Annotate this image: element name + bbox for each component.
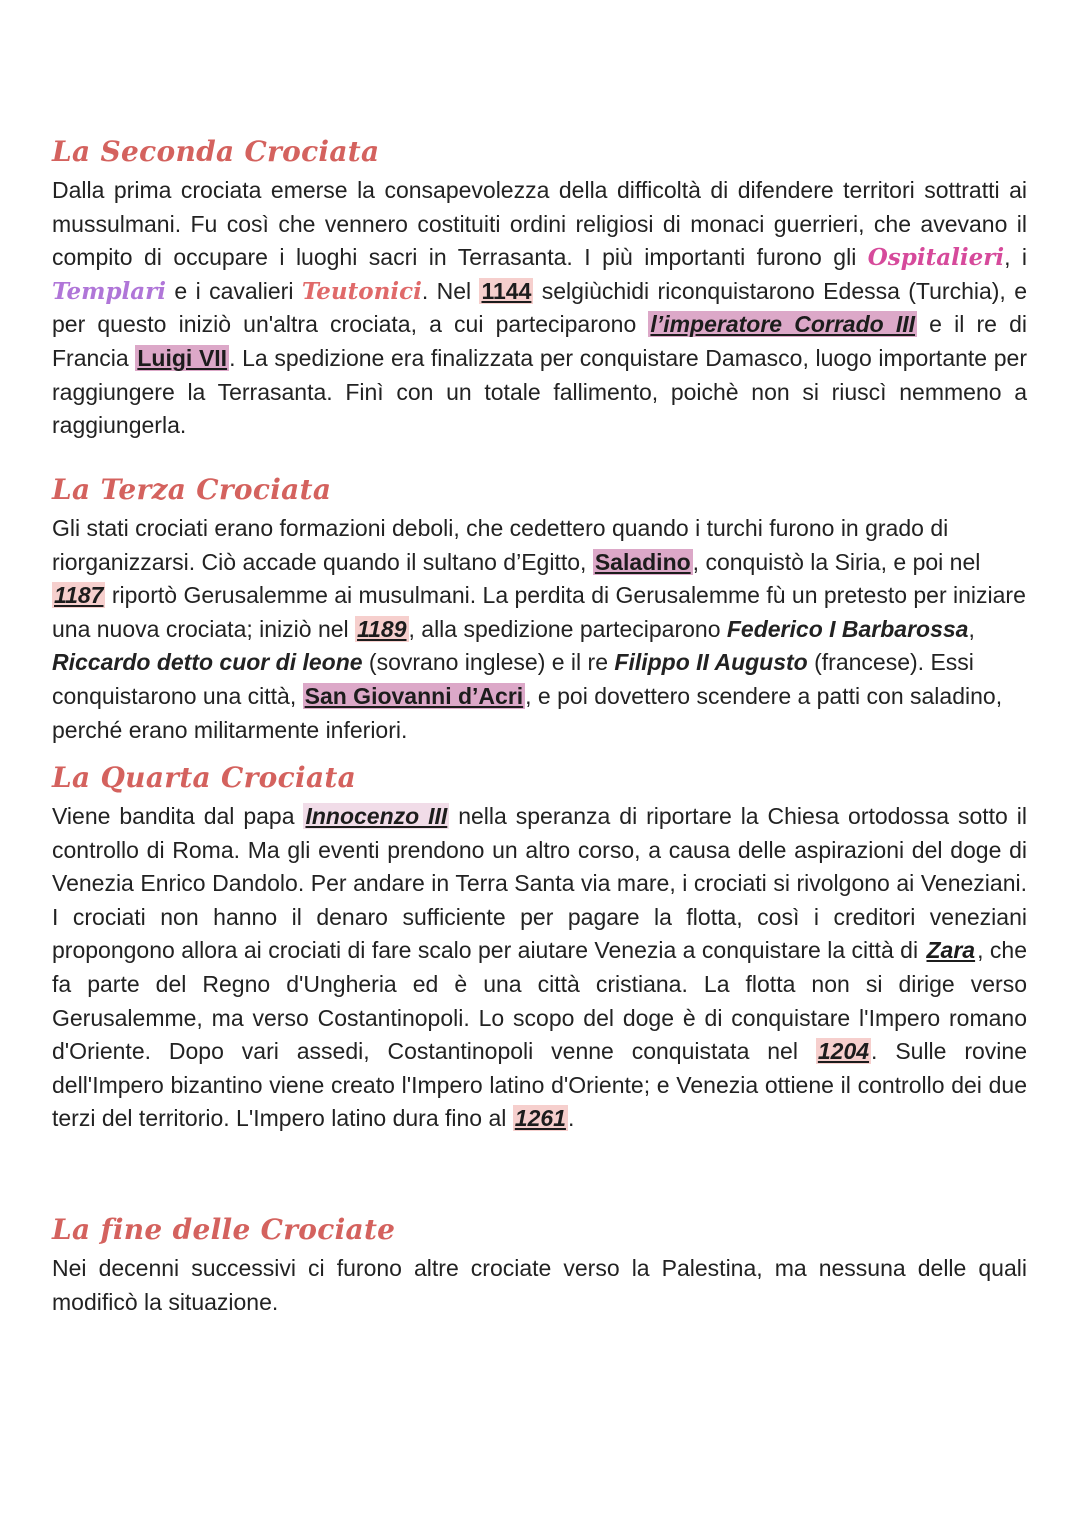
highlight-zara: Zara <box>926 937 976 964</box>
keyword-teutonici: Teutonici <box>301 277 422 305</box>
section-paragraph: Nei decenni successivi ci furono altre crociate verso la Palestina, ma nessuna delle quali modificò la situazione. <box>52 1255 1027 1315</box>
text-run: selgiùchidi riconquistarono Edessa (Turchia), e per questo iniziò un'altra crociata, a cui parteciparono <box>52 277 1027 338</box>
text-run: (sovrano inglese) e il re <box>362 649 615 676</box>
text-run: , <box>968 615 975 642</box>
section-terza-crociata <box>52 472 1027 747</box>
text-run: , e poi dovettero scendere a patti con saladino, perché erano militarmente inferiori. <box>52 682 1003 743</box>
text-run: . Nel <box>421 277 480 304</box>
keyword-templari: Templari <box>52 277 167 305</box>
section-heading: La Seconda Crociata <box>52 135 380 168</box>
text-run: . <box>567 1105 575 1132</box>
text-run: , alla spedizione parteciparono <box>408 615 727 642</box>
text-run: , che fa parte del Regno d'Ungheria ed è una città cristiana. La flotta non si dirige verso Gerusalemme, ma verso Costantinopoli. Lo scopo del doge è di conquistare l'Impero romano d'Oriente. Dopo vari assedi, Costantinopoli venne conquistata nel <box>52 937 1027 1065</box>
text-run: , conquistò la Siria, e poi nel <box>692 548 981 575</box>
text-run: , i <box>1004 244 1028 271</box>
text-run: riportò Gerusalemme ai musulmani. La perdita di Gerusalemme fù un pretesto per iniziare una nuova crociata; iniziò nel <box>52 582 1026 642</box>
section-seconda-crociata <box>52 134 1027 443</box>
section-paragraph <box>52 512 1027 747</box>
text-run: nella speranza di riportare la Chiesa ortodossa sotto il controllo di Roma. Ma gli eventi prendono un altro corso, a causa delle aspirazioni del doge di Venezia Enrico Dandolo. Per andare in Terra Santa via mare, i crociati si rivolgono ai Veneziani. I crociati non hanno il denaro sufficiente per pagare la flotta, così i creditori veneziani propongono allora ai crociati di fare scalo per aiutare Venezia a conquistare la città di <box>52 803 1027 964</box>
name-filippo: Filippo II Augusto <box>614 649 808 676</box>
text-run: . Sulle rovine dell'Impero bizantino viene creato l'Impero latino d'Oriente; e Venezia ottiene il controllo dei due terzi del territorio. L'Impero latino dura fino al <box>52 1038 1028 1132</box>
name-riccardo: Riccardo detto cuor di leone <box>52 649 363 676</box>
section-heading: La fine delle Crociate <box>52 1213 396 1246</box>
text-run: Viene bandita dal papa <box>52 803 304 829</box>
section-heading: La Terza Crociata <box>52 473 332 506</box>
section-heading: La Quarta Crociata <box>52 761 357 794</box>
highlight-year-1261: 1261 <box>514 1105 566 1132</box>
section-paragraph <box>52 174 1027 443</box>
text-run: . La spedizione era finalizzata per conquistare Damasco, luogo importante per raggiungere la Terrasanta. Finì con un totale fallimento, poichè non si riuscì nemmeno a raggiungerla. <box>52 344 1027 439</box>
text-run: Gli stati crociati erano formazioni deboli, che cedettero quando i turchi furono in grado di riorganizzarsi. Ciò accade quando il sultano d’Egitto, <box>52 515 949 575</box>
text-run: (francese). Essi conquistarono una città, <box>52 649 974 709</box>
highlight-san-giovanni: San Giovanni d’Acri <box>304 682 524 709</box>
section-quarta-crociata <box>52 760 1027 1136</box>
text-run: e il re di Francia <box>52 311 1027 371</box>
highlight-year-1189: 1189 <box>357 615 407 642</box>
highlight-innocenzo: Innocenzo III <box>305 803 448 829</box>
highlight-luigi: Luigi VII <box>137 344 228 371</box>
highlight-saladino: Saladino <box>594 548 691 575</box>
section-paragraph <box>52 800 1027 1136</box>
text-run: Dalla prima crociata emerse la consapevolezza della difficoltà di difendere territori sottratti ai mussulmani. Fu così che vennero costituiti ordini religiosi di monaci guerrieri, che avevano il compito di occupare i luoghi sacri in Terrasanta. I più importanti furono gli <box>52 177 1027 271</box>
name-federico: Federico I Barbarossa <box>726 615 969 642</box>
section-fine-crociate <box>52 1212 1027 1319</box>
keyword-ospitalieri: Ospitalieri <box>867 244 1005 272</box>
text-run: e i cavalieri <box>166 277 302 304</box>
highlight-year-1204: 1204 <box>817 1038 870 1065</box>
highlight-year-1187: 1187 <box>54 582 104 609</box>
highlight-year-1144: 1144 <box>481 277 532 304</box>
highlight-corrado: l’imperatore Corrado III <box>650 311 916 338</box>
